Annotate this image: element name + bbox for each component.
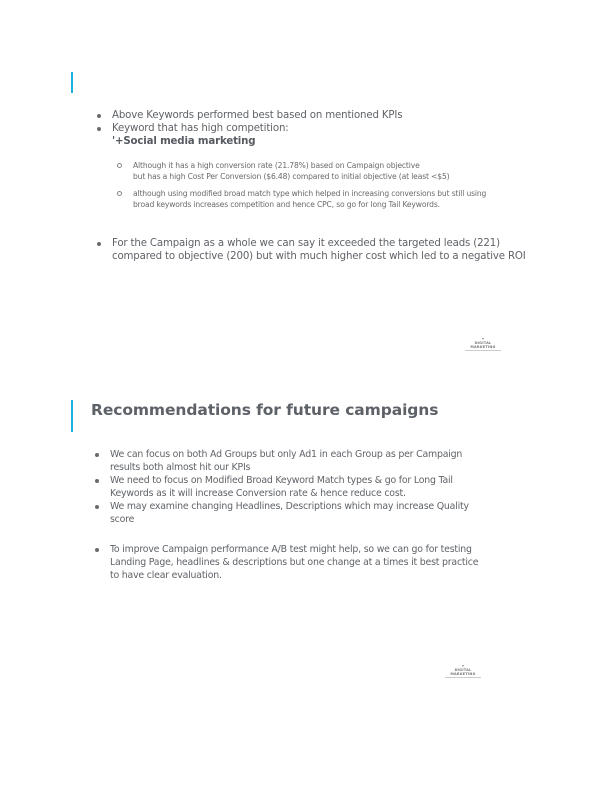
bullet-text-line: Keywords as it will increase Conversion rate & hence reduce cost. <box>110 488 406 499</box>
keyword-name: '+Social media marketing <box>112 136 256 147</box>
ab-test-recommendation <box>93 543 513 582</box>
bullet-text-line: score <box>110 514 135 525</box>
brand-logo <box>445 664 481 678</box>
list-item <box>95 237 575 263</box>
sub-list-item <box>116 188 536 210</box>
bullet-text-line: We may examine changing Headlines, Descriptions which may increase Quality <box>110 501 469 512</box>
list-item <box>93 543 513 582</box>
logo-mark-icon: ▾ <box>481 336 484 341</box>
list-item <box>93 474 513 500</box>
sub-list-item <box>116 160 536 182</box>
bullet-text: Keyword that has high competition: <box>112 123 289 134</box>
heading-accent-bar <box>71 400 73 432</box>
bullet-text: Above Keywords performed best based on mentioned KPIs <box>112 110 403 121</box>
list-item <box>95 109 565 122</box>
logo-underline <box>445 677 481 678</box>
campaign-summary <box>95 237 575 263</box>
sub-text-line: although using modified broad match type which helped in increasing conversions but still using <box>133 189 487 198</box>
brand-logo <box>465 337 501 351</box>
list-item <box>95 122 565 148</box>
logo-text: DIGITAL MARKETING <box>470 341 496 349</box>
sub-text-line: broad keywords increases competition and hence CPC, so go for long Tail Keywords. <box>133 200 440 209</box>
sub-text-line: but has a high Cost Per Conversion ($6.48) compared to initial objective (at least <$5) <box>133 172 450 181</box>
logo-text: DIGITAL MARKETING <box>450 668 476 676</box>
keyword-findings <box>95 109 565 148</box>
page-title: Recommendations for future campaigns <box>91 401 439 419</box>
bullet-text-line: to have clear evaluation. <box>110 570 222 581</box>
keyword-sub-findings <box>116 160 536 210</box>
list-item <box>93 500 513 526</box>
list-item <box>93 448 513 474</box>
logo-underline <box>465 350 501 351</box>
logo-mark-icon: ▾ <box>461 663 464 668</box>
bullet-text-line: results both almost hit our KPIs <box>110 462 251 473</box>
bullet-text-line: We can focus on both Ad Groups but only Ad1 in each Group as per Campaign <box>110 449 463 460</box>
bullet-text-line: For the Campaign as a whole we can say it exceeded the targeted leads (221) <box>112 238 500 249</box>
bullet-text-line: To improve Campaign performance A/B test might help, so we can go for testing <box>110 544 472 555</box>
bullet-text-line: compared to objective (200) but with much higher cost which led to a negative ROI <box>112 251 526 262</box>
recommendations-list <box>93 448 513 526</box>
bullet-text-line: Landing Page, headlines & descriptions but one change at a times it best practice <box>110 557 479 568</box>
sub-text-line: Although it has a high conversion rate (21.78%) based on Campaign objective <box>133 161 420 170</box>
section-accent-bar <box>71 72 73 93</box>
bullet-text-line: We need to focus on Modified Broad Keyword Match types & go for Long Tail <box>110 475 453 486</box>
